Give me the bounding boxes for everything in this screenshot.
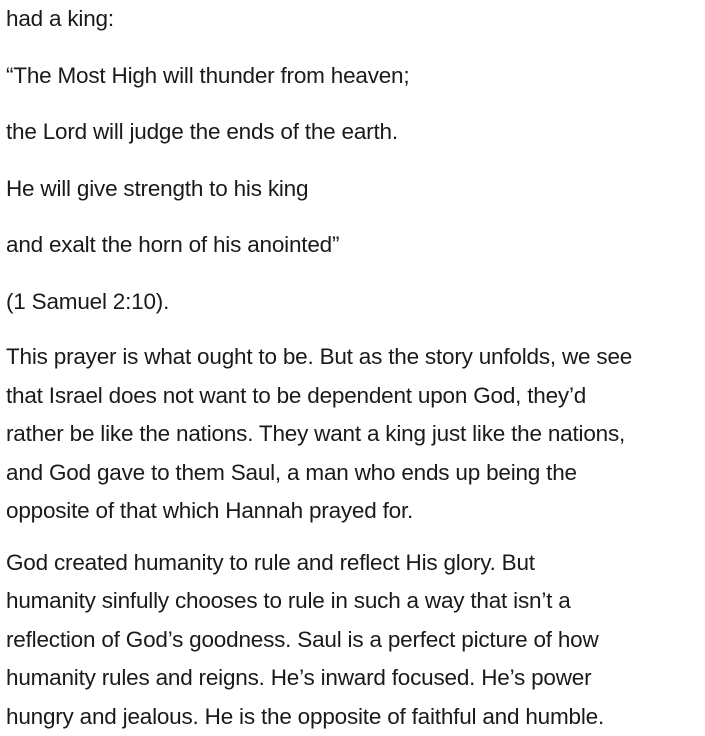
verse-citation: (1 Samuel 2:10). (6, 282, 702, 317)
paragraph-line: opposite of that which Hannah prayed for. (6, 492, 702, 531)
verse-line: He will give strength to his king (6, 169, 702, 204)
paragraph-line: This prayer is what ought to be. But as the story unfolds, we see (6, 338, 702, 377)
verse-line: the Lord will judge the ends of the earth. (6, 112, 702, 147)
paragraph-line: reflection of God’s goodness. Saul is a perfect picture of how (6, 621, 702, 660)
paragraph-line: rather be like the nations. They want a king just like the nations, (6, 415, 702, 454)
paragraph (6, 338, 702, 531)
paragraph-line: humanity rules and reigns. He’s inward focused. He’s power (6, 659, 702, 698)
verse-line: “The Most High will thunder from heaven; (6, 56, 702, 91)
document-body (6, 0, 702, 736)
paragraph-line: hungry and jealous. He is the opposite of faithful and humble. (6, 698, 702, 736)
paragraph (6, 544, 702, 736)
verse-line: had a king: (6, 0, 702, 34)
paragraph-line: God created humanity to rule and reflect His glory. But (6, 544, 702, 583)
verse-line: and exalt the horn of his anointed” (6, 225, 702, 260)
paragraph-line: humanity sinfully chooses to rule in such a way that isn’t a (6, 582, 702, 621)
scripture-quote (6, 0, 702, 317)
paragraph-line: that Israel does not want to be dependent upon God, they’d (6, 377, 702, 416)
paragraph-line: and God gave to them Saul, a man who ends up being the (6, 454, 702, 493)
